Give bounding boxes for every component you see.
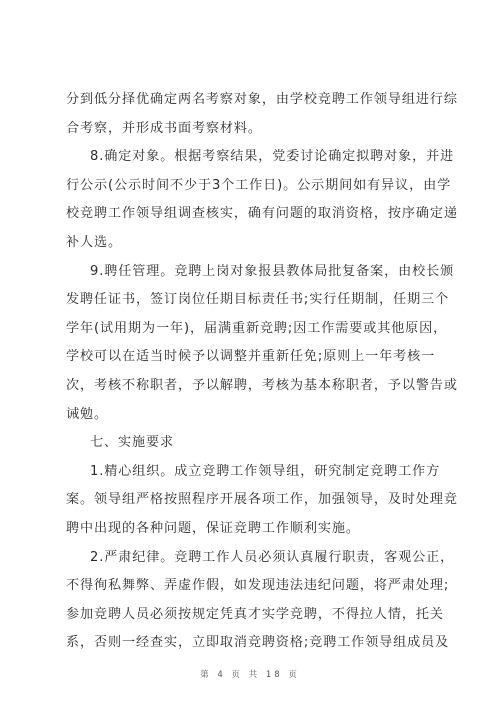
text-line: 系，否则一经查实，立即取消竞聘资格;竞聘工作领导组成员及 [66,635,450,651]
text-line: 校竞聘工作领导组调查核实，确有问题的取消资格，按序确定递 [66,206,458,222]
text-line: 补人选。 [66,234,122,250]
text-line: 学年(试用期为一年)，届满重新竞聘;因工作需要或其他原因， [66,320,448,336]
text-line: 次，考核不称职者，予以解聘，考核为基本称职者，予以警告或 [66,377,458,393]
text-line: 学校可以在适当时候予以调整并重新任免;原则上一年考核一 [66,349,436,365]
text-line: 聘中出现的各种问题，保证竞聘工作顺利实施。 [66,520,360,536]
text-line: 2.严肃纪律。竞聘工作人员必须认真履行职责，客观公正， [90,549,455,565]
page-footer: 第 4 页 共 18 页 [200,670,300,680]
text-line: 发聘任证书，签订岗位任期目标责任书;实行任期制，任期三个 [66,292,450,308]
text-line: 诫勉。 [66,406,108,422]
text-line: 合考察，并形成书面考察材料。 [66,120,262,136]
text-line: 8.确定对象。根据考察结果，党委讨论确定拟聘对象，并进 [90,149,455,165]
text-line: 1.精心组织。成立竞聘工作领导组，研究制定竞聘工作方 [90,463,441,479]
text-line: 9.聘任管理。竞聘上岗对象报县教体局批复备案，由校长颁 [90,263,455,279]
body-text [66,86,458,658]
text-line: 案。领导组严格按照程序开展各项工作，加强领导，及时处理竞 [66,492,458,508]
text-line: 七、实施要求 [90,435,174,451]
text-line: 分到低分择优确定两名考察对象，由学校竞聘工作领导组进行综 [66,92,458,107]
text-line: 行公示(公示时间不少于3个工作日)。公示期间如有异议，由学 [66,177,452,193]
text-line: 参加竞聘人员必须按规定凭真才实学竞聘，不得拉人情，托关 [66,606,444,622]
text-line: 不得徇私舞弊、弄虚作假，如发现违法违纪问题，将严肃处理; [66,578,450,594]
